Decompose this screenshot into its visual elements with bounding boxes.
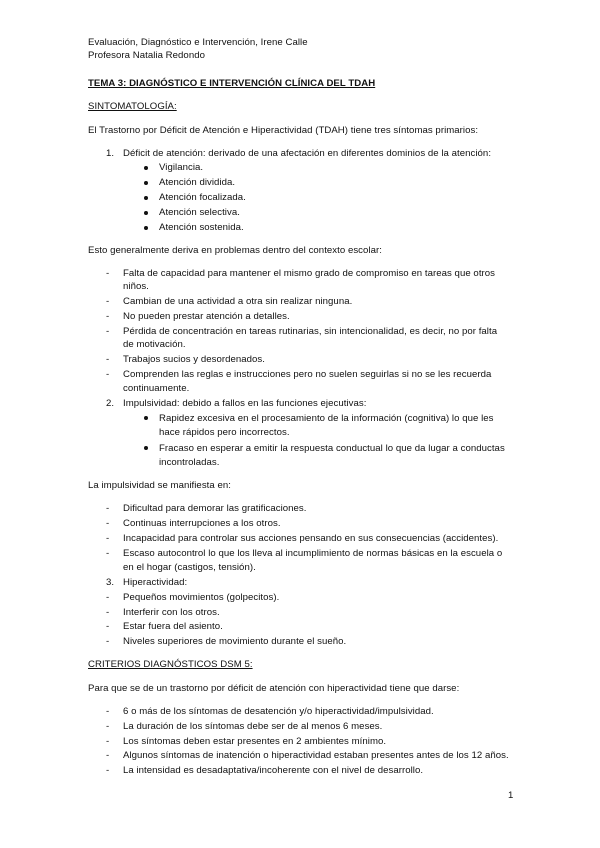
- header-line-1: Evaluación, Diagnóstico e Intervención, Irene Calle: [88, 37, 308, 48]
- bullet-icon: [144, 226, 148, 230]
- list-item: Comprenden las reglas e instrucciones pero no suelen seguirlas si no se les recuerda: [123, 369, 492, 380]
- bullet-icon: [144, 181, 148, 185]
- criterios-intro: Para que se de un trastorno por déficit de atención con hiperactividad tiene que darse:: [88, 683, 460, 694]
- list-item: 6 o más de los síntomas de desatención y/o hiperactividad/impulsividad.: [123, 706, 434, 717]
- list-item-continuation: en el hogar (castigos, tensión).: [123, 562, 256, 573]
- item-deficit-atencion: Déficit de atención: derivado de una afectación en diferentes dominios de la atención:: [123, 148, 492, 159]
- dash-icon: -: [106, 533, 110, 544]
- dash-icon: -: [106, 548, 110, 559]
- dash-icon: -: [106, 354, 110, 365]
- dash-icon: -: [106, 736, 110, 747]
- list-item-continuation: hace rápidos pero incorrectos.: [159, 427, 290, 438]
- page-title: TEMA 3: DIAGNÓSTICO E INTERVENCIÓN CLÍNICA DEL TDAH: [88, 78, 376, 89]
- dash-icon: -: [106, 296, 110, 307]
- list-item: Escaso autocontrol lo que los lleva al incumplimiento de normas básicas en la escuela o: [123, 548, 503, 559]
- dash-icon: -: [106, 607, 110, 618]
- item-hiperactividad: Hiperactividad:: [123, 577, 188, 588]
- list-item: La duración de los síntomas debe ser de al menos 6 meses.: [123, 721, 383, 732]
- list-item: Rapidez excesiva en el procesamiento de la información (cognitiva) lo que les: [159, 413, 494, 424]
- bullet-icon: [144, 166, 148, 170]
- list-item: Incapacidad para controlar sus acciones pensando en sus consecuencias (accidentes).: [123, 533, 499, 544]
- list-number: 2.: [106, 398, 115, 409]
- bullet-icon: [144, 196, 148, 200]
- list-item: Pérdida de concentración en tareas rutinarias, sin intencionalidad, es decir, no por falta: [123, 326, 498, 337]
- list-item: Fracaso en esperar a emitir la respuesta conductual lo que da lugar a conductas: [159, 443, 505, 454]
- list-item: Atención selectiva.: [159, 207, 240, 218]
- header-line-2: Profesora Natalia Redondo: [88, 50, 205, 61]
- list-item: La intensidad es desadaptativa/incoherente con el nivel de desarrollo.: [123, 765, 424, 776]
- section-heading-criterios: CRITERIOS DIAGNÓSTICOS DSM 5:: [88, 659, 253, 670]
- list-item: Cambian de una actividad a otra sin realizar ninguna.: [123, 296, 353, 307]
- list-item: Continuas interrupciones a los otros.: [123, 518, 281, 529]
- list-item-continuation: de motivación.: [123, 339, 186, 350]
- dash-icon: -: [106, 326, 110, 337]
- page-number: 1: [508, 790, 514, 801]
- list-item: Los síntomas deben estar presentes en 2 ambientes mínimo.: [123, 736, 387, 747]
- list-item: No pueden prestar atención a detalles.: [123, 311, 290, 322]
- list-item: Niveles superiores de movimiento durante el sueño.: [123, 636, 347, 647]
- section-heading-sintomatologia: SINTOMATOLOGÍA:: [88, 101, 177, 112]
- bullet-icon: [144, 416, 148, 420]
- list-item: Dificultad para demorar las gratificaciones.: [123, 503, 307, 514]
- list-item: Estar fuera del asiento.: [123, 621, 223, 632]
- dash-icon: -: [106, 503, 110, 514]
- list-item: Interferir con los otros.: [123, 607, 220, 618]
- list-item: Atención sostenida.: [159, 222, 244, 233]
- list-item-continuation: niños.: [123, 281, 149, 292]
- dash-icon: -: [106, 369, 110, 380]
- dash-icon: -: [106, 592, 110, 603]
- item-impulsividad: Impulsividad: debido a fallos en las funciones ejecutivas:: [123, 398, 367, 409]
- dash-icon: -: [106, 721, 110, 732]
- dash-icon: -: [106, 268, 110, 279]
- dash-icon: -: [106, 621, 110, 632]
- dash-icon: -: [106, 636, 110, 647]
- dash-icon: -: [106, 706, 110, 717]
- list-number: 3.: [106, 577, 115, 588]
- list-item-continuation: incontroladas.: [159, 457, 220, 468]
- list-item: Trabajos sucios y desordenados.: [123, 354, 265, 365]
- bullet-icon: [144, 446, 148, 450]
- sintomatologia-intro: El Trastorno por Déficit de Atención e Hiperactividad (TDAH) tiene tres síntomas primarios:: [88, 125, 479, 136]
- list-item: Algunos síntomas de inatención o hiperactividad estaban presentes antes de los 12 años.: [123, 750, 509, 761]
- dash-icon: -: [106, 765, 110, 776]
- list-item: Falta de capacidad para mantener el mismo grado de compromiso en tareas que otros: [123, 268, 496, 279]
- dash-icon: -: [106, 518, 110, 529]
- bullet-icon: [144, 211, 148, 215]
- escolar-intro: Esto generalmente deriva en problemas dentro del contexto escolar:: [88, 245, 382, 256]
- impulsividad-intro: La impulsividad se manifiesta en:: [88, 480, 231, 491]
- dash-icon: -: [106, 311, 110, 322]
- list-number: 1.: [106, 148, 115, 159]
- list-item: Atención focalizada.: [159, 192, 246, 203]
- list-item: Atención dividida.: [159, 177, 236, 188]
- dash-icon: -: [106, 750, 110, 761]
- list-item-continuation: continuamente.: [123, 383, 190, 394]
- list-item: Vigilancia.: [159, 162, 204, 173]
- list-item: Pequeños movimientos (golpecitos).: [123, 592, 280, 603]
